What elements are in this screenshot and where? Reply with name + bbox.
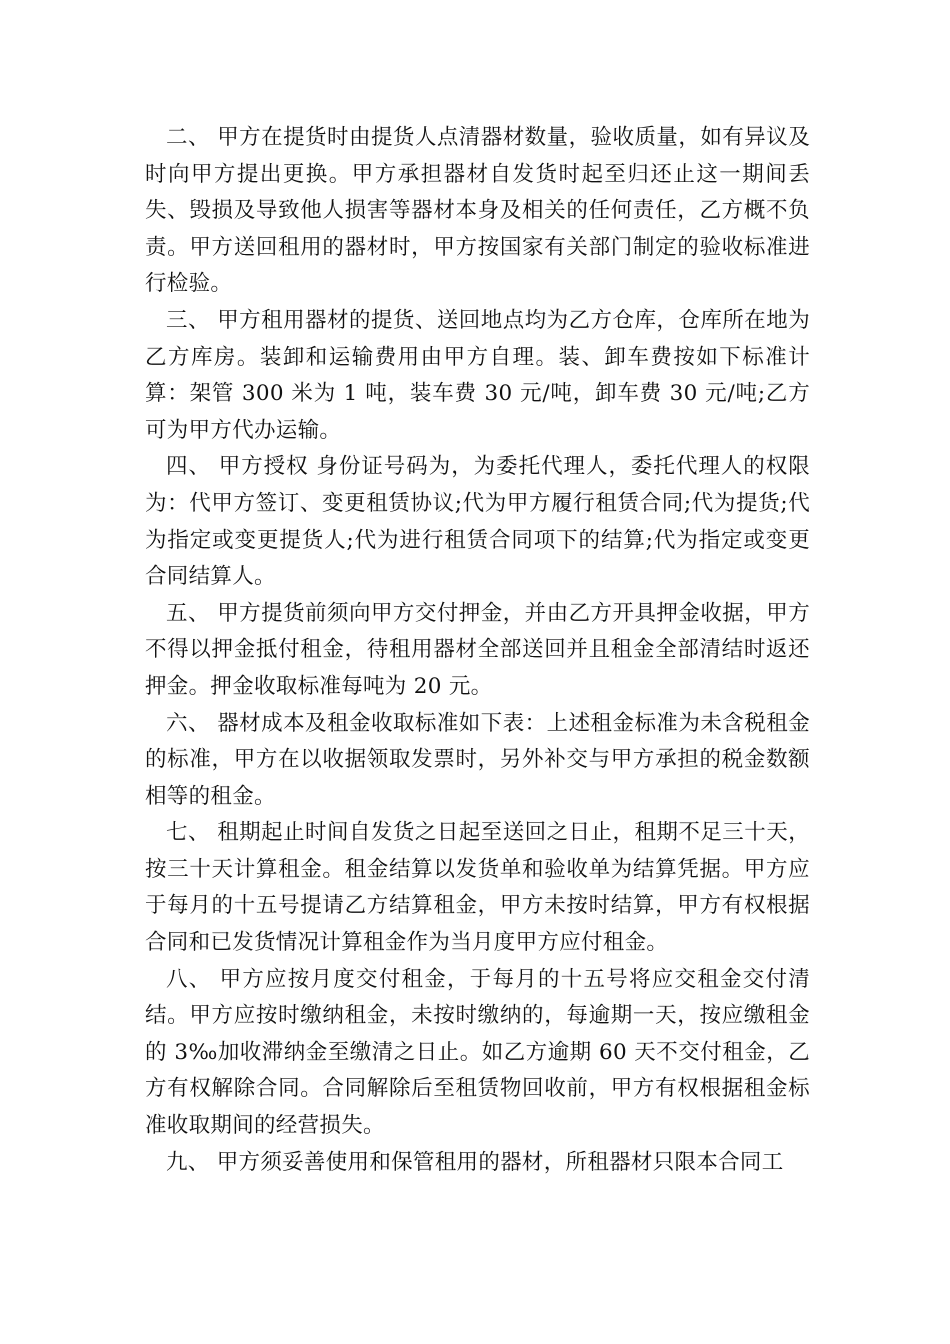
clause-7-paragraph: 七、 租期起止时间自发货之日起至送回之日止，租期不足三十天，按三十天计算租金。租金结算以发货单和验收单为结算凭据。甲方应于每月的十五号提请乙方结算租金，甲方未按时结算，甲方有权根据合同和已发货情况计算租金作为当月度甲方应付租金。 <box>145 820 810 956</box>
clause-5-paragraph: 五、 甲方提货前须向甲方交付押金，并由乙方开具押金收据，甲方不得以押金抵付租金，待租用器材全部送回并且租金全部清结时返还押金。押金收取标准每吨为 20 元。 <box>145 600 810 699</box>
clause-9-paragraph: 九、 甲方须妥善使用和保管租用的器材，所租器材只限本合同工 <box>166 1149 784 1175</box>
document-body <box>145 120 810 1181</box>
clause-4-paragraph: 四、 甲方授权 身份证号码为，为委托代理人，委托代理人的权限为：代甲方签订、变更租赁协议;代为甲方履行租赁合同;代为提货;代为指定或变更提货人;代为进行租赁合同项下的结算;代为指定或变更合同结算人。 <box>145 454 810 590</box>
clause-2-paragraph: 二、 甲方在提货时由提货人点清器材数量，验收质量，如有异议及时向甲方提出更换。甲方承担器材自发货时起至归还止这一期间丢失、毁损及导致他人损害等器材本身及相关的任何责任，乙方概不负责。甲方送回租用的器材时，甲方按国家有关部门制定的验收标准进行检验。 <box>145 125 810 297</box>
clause-6-paragraph: 六、 器材成本及租金收取标准如下表：上述租金标准为未含税租金的标准，甲方在以收据领取发票时，另外补交与甲方承担的税金数额相等的租金。 <box>145 710 810 809</box>
clause-8-paragraph: 八、 甲方应按月度交付租金，于每月的十五号将应交租金交付清结。甲方应按时缴纳租金，未按时缴纳的，每逾期一天，按应缴租金的 3‰加收滞纳金至缴清之日止。如乙方逾期 60 天不交付租金，乙方有权解除合同。合同解除后至租赁物回收前，甲方有权根据租金标准收取期间的经营损失。 <box>145 966 810 1139</box>
clause-3-paragraph: 三、 甲方租用器材的提货、送回地点均为乙方仓库，仓库所在地为乙方库房。装卸和运输费用由甲方自理。装、卸车费按如下标准计算：架管 300 米为 1 吨，装车费 30 元/吨，卸车费 30 元/吨;乙方可为甲方代办运输。 <box>145 307 810 443</box>
